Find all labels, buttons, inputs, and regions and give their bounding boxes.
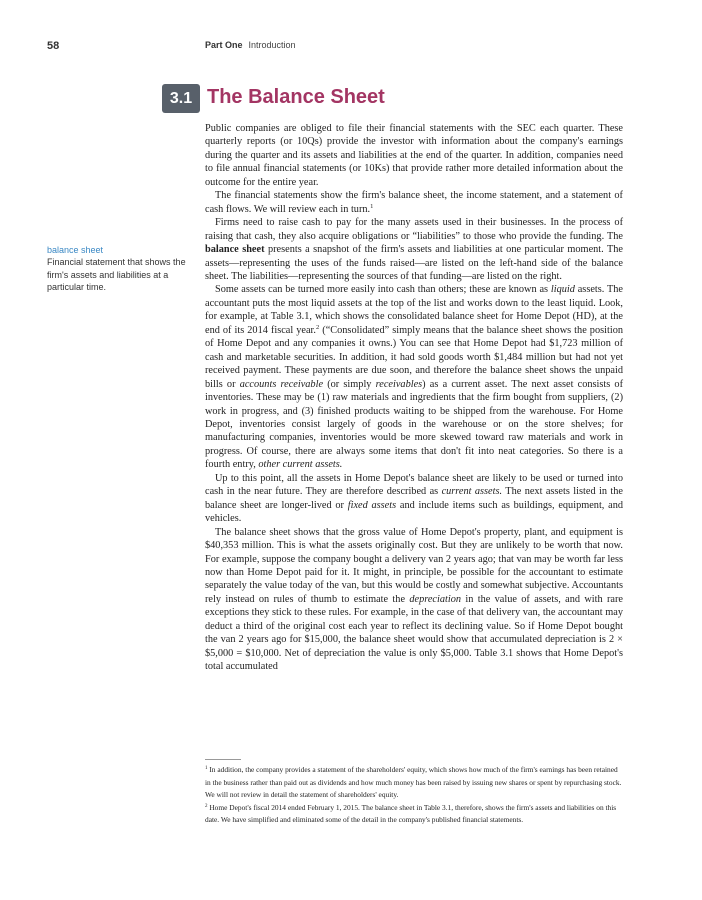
running-header (0, 40, 702, 56)
term-depreciation: depreciation (409, 593, 462, 605)
paragraph-3 (205, 216, 623, 283)
footnote-2 (205, 802, 623, 827)
margin-definition (47, 244, 197, 294)
section-title: The Balance Sheet (207, 86, 385, 108)
section-number-badge: 3.1 (162, 84, 200, 113)
paragraph-2 (205, 189, 623, 216)
footnote-1 (205, 764, 623, 802)
paragraph-3-text-b: presents a snapshot of the firm's assets and liabilities at one particular moment. The assets—representing the uses of the funds raised—are listed on the left-hand side of the balance sheet. The liabilities—representing the sources of that funding—are listed on the right. (205, 244, 623, 282)
term-accounts-receivable: accounts receivable (239, 378, 324, 390)
part-heading (205, 40, 296, 50)
paragraph-3-text-a: Firms need to raise cash to pay for the many assets used in their businesses. In the process of raising that cash, they also acquire obligations or “liabilities” to those who provide the funding. The (205, 217, 623, 242)
part-label: Part One (205, 40, 243, 50)
paragraph-2-text: The financial statements show the firm's balance sheet, the income statement, and a statement of cash flows. We will review each in turn. (205, 190, 623, 215)
paragraph-4 (205, 283, 623, 471)
paragraph-5-text-c: and include items such as buildings, equipment, and vehicles. (205, 499, 624, 525)
paragraph-6-text-b: in the value of assets, and with rare exceptions they stick to these rules. For example, in the case of that delivery van, the accountant may deduct a third of the original cost each year to reflect its declining value. So if Home Depot bought the van 2 years ago for $15,000, the balance sheet would show that accumulated depreciation is 2 × $5,000 = $10,000. Net of depreciation the value is only $5,000. Table 3.1 shows that Home Depot's total accumulated (205, 593, 623, 673)
page-number: 58 (47, 40, 60, 52)
footnote-1-marker: 1 (205, 766, 208, 771)
paragraph-1: Public companies are obliged to file their financial statements with the SEC each quarter. These quarterly reports (or 10Qs) provide the investor with information about the company's earnings during the quarter and its assets and liabilities at the end of the quarter. In addition, companies need to file annual financial statements (or 10Ks) that provide rather more detailed information about the outcome for the entire year. (205, 123, 623, 188)
paragraph-6-text-a: The balance sheet shows that the gross value of Home Depot's property, plant, and equipment is $40,353 million. This is what the assets originally cost. But they are unlikely to be worth that now. For example, suppose the company bought a delivery van 2 years ago; that van may be worth far less now than Home Depot paid for it. It might, in principle, be possible for the accountant to estimate separately the value today of the van, but this would be costly and somewhat subjective. Accountants rely instead on rules of thumb to estimate the (205, 526, 623, 605)
paragraph-4-text-e: ) as a current asset. The next asset consists of inventories. These may be (1) raw materials and ingredients that the firm bought from suppliers, (2) work in progress, and (3) finished products waiting to be shipped from the warehouse. For Home Depot, inventories consist largely of goods in the warehouse or on the store shelves; for manufacturing companies, inventories would be more skewed toward raw materials and work in progress. Of course, there are always some items that don't fit into neat categories. So there is a fourth entry, (205, 378, 624, 471)
footnote-ref-2: 2 (315, 323, 320, 331)
footnotes (205, 764, 623, 827)
footnote-ref-1: 1 (370, 202, 374, 210)
term-receivables: receivables (375, 378, 423, 390)
term-fixed-assets: fixed assets (347, 499, 397, 511)
paragraph-5 (205, 472, 623, 526)
footnote-divider (205, 759, 241, 760)
footnote-2-marker: 2 (205, 803, 208, 809)
body-text (205, 122, 623, 674)
paragraph-4-text-d: (or simply (323, 378, 376, 390)
footnote-1-text: In addition, the company provides a statement of the shareholders' equity, which shows how much of the firm's earnings has been retained in the business rather than paid out as dividends and how much money has been raised by issuing new shares or spent by repurchasing stock. We will not review in detail the statement of shareholders' equity. (205, 765, 622, 799)
part-title: Introduction (248, 40, 296, 50)
footnote-2-text: Home Depot's fiscal 2014 ended February 1, 2015. The balance sheet in Table 3.1, therefore, shows the firm's assets and liabilities on this date. We have simplified and eliminated some of the detail in the company's published financial statements. (205, 802, 617, 824)
key-term-balance-sheet: balance sheet (205, 244, 265, 256)
term-current-assets: current assets. (441, 486, 503, 498)
paragraph-6 (205, 526, 623, 674)
paragraph-4-text-a: Some assets can be turned more easily into cash than others; these are known as (215, 284, 551, 296)
paragraph-4-text-b: assets. The accountant puts the most liquid assets at the top of the list and works down to the least liquid. Look, for example, at Table 3.1, which shows the consolidated balance sheet for Home Depot (HD), at the end of its 2014 fiscal year. (205, 284, 623, 336)
paragraph-5-text-a: Up to this point, all the assets in Home Depot's balance sheet are likely to be used or turned into cash in the near future. They are therefore described as (205, 472, 623, 498)
paragraph-5-text-b: The next assets listed in the balance sheet are longer-lived or (205, 486, 623, 511)
term-liquid: liquid (550, 284, 575, 296)
margin-definition-text: Financial statement that shows the firm's assets and liabilities at a particular time. (47, 257, 186, 293)
paragraph-4-text-c: (“Consolidated” simply means that the balance sheet shows the position of Home Depot and any companies it owns.) You can see that Home Depot had $1,723 million of cash and marketable securities. In addition, it had sold goods worth $1,484 million but had not yet received payment. These payments are due soon, and therefore the balance sheet shows the unpaid bills or (205, 324, 623, 390)
margin-term: balance sheet (47, 245, 104, 255)
term-other-current-assets: other current assets. (258, 459, 343, 471)
